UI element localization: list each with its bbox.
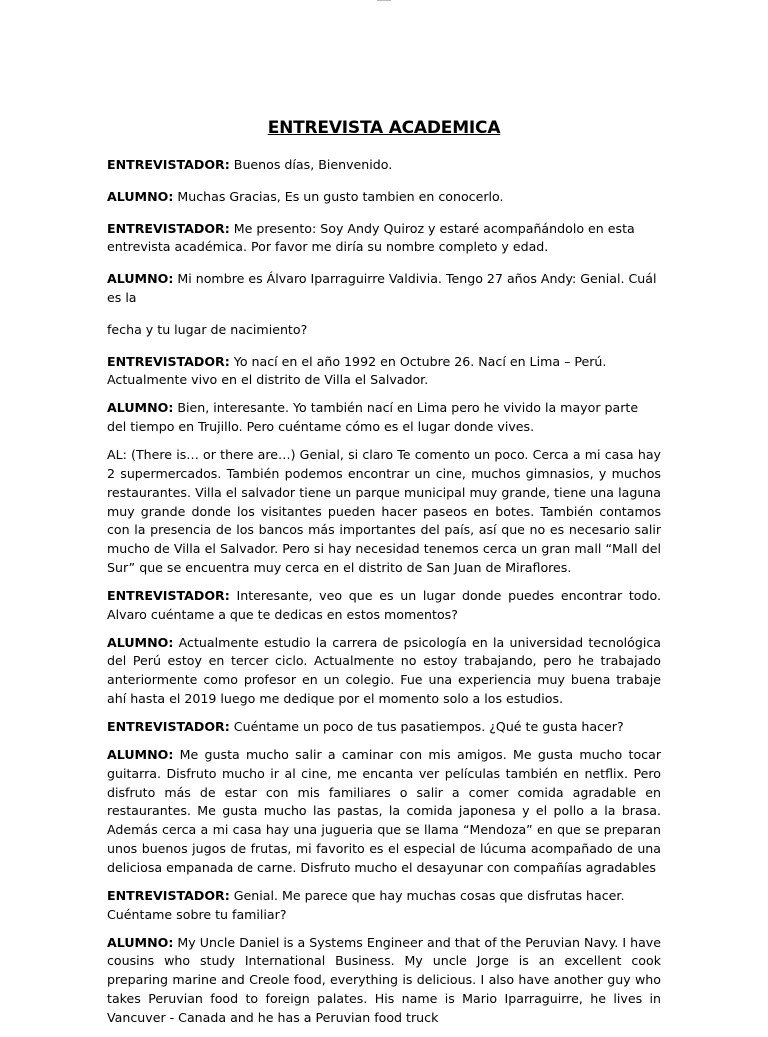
paragraph-text: Me presento: Soy Andy Quiroz y estaré acompañándolo en esta entrevista académica. Por favor me diría su nombre completo y edad. [107, 220, 635, 255]
speaker-label: ENTREVISTADOR: [107, 157, 230, 172]
paragraph-text: Buenos días, Bienvenido. [229, 157, 393, 172]
document-page [107, 0, 661, 1037]
paragraph-2 [107, 188, 661, 207]
speaker-label: ALUMNO: [107, 271, 174, 287]
document-title: ENTREVISTA ACADEMICA [267, 118, 501, 138]
paragraph-text: Genial. Me parece que hay muchas cosas que disfrutas hacer. Cuéntame sobre tu familiar? [107, 887, 625, 922]
speaker-label: ENTREVISTADOR: [107, 887, 230, 903]
paragraph-9 [107, 587, 661, 625]
paragraph-text: Mi nombre es Álvaro Iparraguirre Valdivia. Tengo 27 años Andy: Genial. Cuál es la [107, 271, 657, 305]
paragraph-12 [107, 746, 661, 878]
speaker-label: ENTREVISTADOR: [107, 587, 230, 603]
speaker-label: ALUMNO: [107, 634, 174, 650]
paragraph-7 [107, 399, 661, 437]
paragraph-text: Actualmente estudio la carrera de psicología en la universidad tecnológica del Perú estoy en tercer ciclo. Actualmente no estoy trabajando, pero he trabajado anteriormente como profesor en un colegio. Fue una experiencia muy buena trabaje ahí hasta el 2019 luego me dedique por el momento solo a los estudios. [107, 634, 661, 707]
paragraph-text: fecha y tu lugar de nacimiento? [107, 321, 308, 337]
paragraph-11 [107, 718, 661, 737]
paragraph-8 [107, 446, 661, 578]
paragraph-1 [107, 156, 661, 175]
paragraph-text: My Uncle Daniel is a Systems Engineer and that of the Peruvian Navy. I have cousins who study International Business. My uncle Jorge is an excellent cook preparing marine and Creole food, everything is delicious. I also have another guy who takes Peruvian food to foreign palates. His name is Mario Iparraguirre, he lives in Vancuver - Canada and he has a Peruvian food truck [107, 934, 661, 1025]
speaker-label: ALUMNO: [107, 188, 174, 204]
paragraph-6 [107, 353, 661, 391]
speaker-label: ENTREVISTADOR: [107, 719, 230, 735]
paragraph-3 [107, 220, 661, 258]
paragraph-text: Bien, interesante. Yo también nací en Lima pero he vivido la mayor parte del tiempo en Trujillo. Pero cuéntame cómo es el lugar donde vives. [107, 400, 639, 435]
speaker-label: ALUMNO: [107, 934, 174, 950]
paragraph-text: Me gusta mucho salir a caminar con mis amigos. Me gusta mucho tocar guitarra. Disfruto mucho ir al cine, me encanta ver películas también en netflix. Pero disfruto más de estar con mis familiares o salir a comer comida agradable en restaurantes. Me gusta mucho las pastas, la comida japonesa y el pollo a la brasa. Además cerca a mi casa hay una jugueria que se llama “Mendoza” en que se preparan unos buenos jugos de frutas, mi favorito es el especial de lúcuma acompañado de una deliciosa empanada de carne. Disfruto mucho el desayunar con compañías agradables [107, 747, 661, 875]
paragraph-14 [107, 934, 661, 1028]
document-body [107, 156, 661, 1028]
paragraph-text: AL: (There is… or there are…) Genial, si claro Te comento un poco. Cerca a mi casa hay 2 supermercados. También podemos encontrar un cine, muchos gimnasios, y muchos restaurantes. Villa el salvador tiene un parque municipal muy grande, tiene una laguna muy grande donde los visitantes pueden hacer paseos en botes. También contamos con la presencia de los bancos más importantes del país, así que no es necesario salir mucho de Villa el Salvador. Pero si hay necesidad tenemos cerca un gran mall “Mall del Sur” que se encuentra muy cerca en el distrito de San Juan de Miraflores. [107, 447, 661, 575]
paragraph-text: Yo nací en el año 1992 en Octubre 26. Nací en Lima – Perú. Actualmente vivo en el distrito de Villa el Salvador. [107, 353, 607, 388]
speaker-label: ENTREVISTADOR: [107, 353, 230, 369]
speaker-label: ALUMNO: [107, 400, 174, 416]
speaker-label: ENTREVISTADOR: [107, 220, 230, 236]
paragraph-4 [107, 270, 661, 308]
paragraph-text: Muchas Gracias, Es un gusto tambien en conocerlo. [173, 188, 504, 204]
paragraph-text: Cuéntame un poco de tus pasatiempos. ¿Qué te gusta hacer? [229, 719, 624, 735]
paragraph-10 [107, 634, 661, 709]
paragraph-5 [107, 321, 661, 340]
paragraph-text: Interesante, veo que es un lugar donde puedes encontrar todo. Alvaro cuéntame a que te dedicas en estos momentos? [107, 587, 661, 622]
paragraph-13 [107, 887, 661, 925]
speaker-label: ALUMNO: [107, 747, 174, 763]
